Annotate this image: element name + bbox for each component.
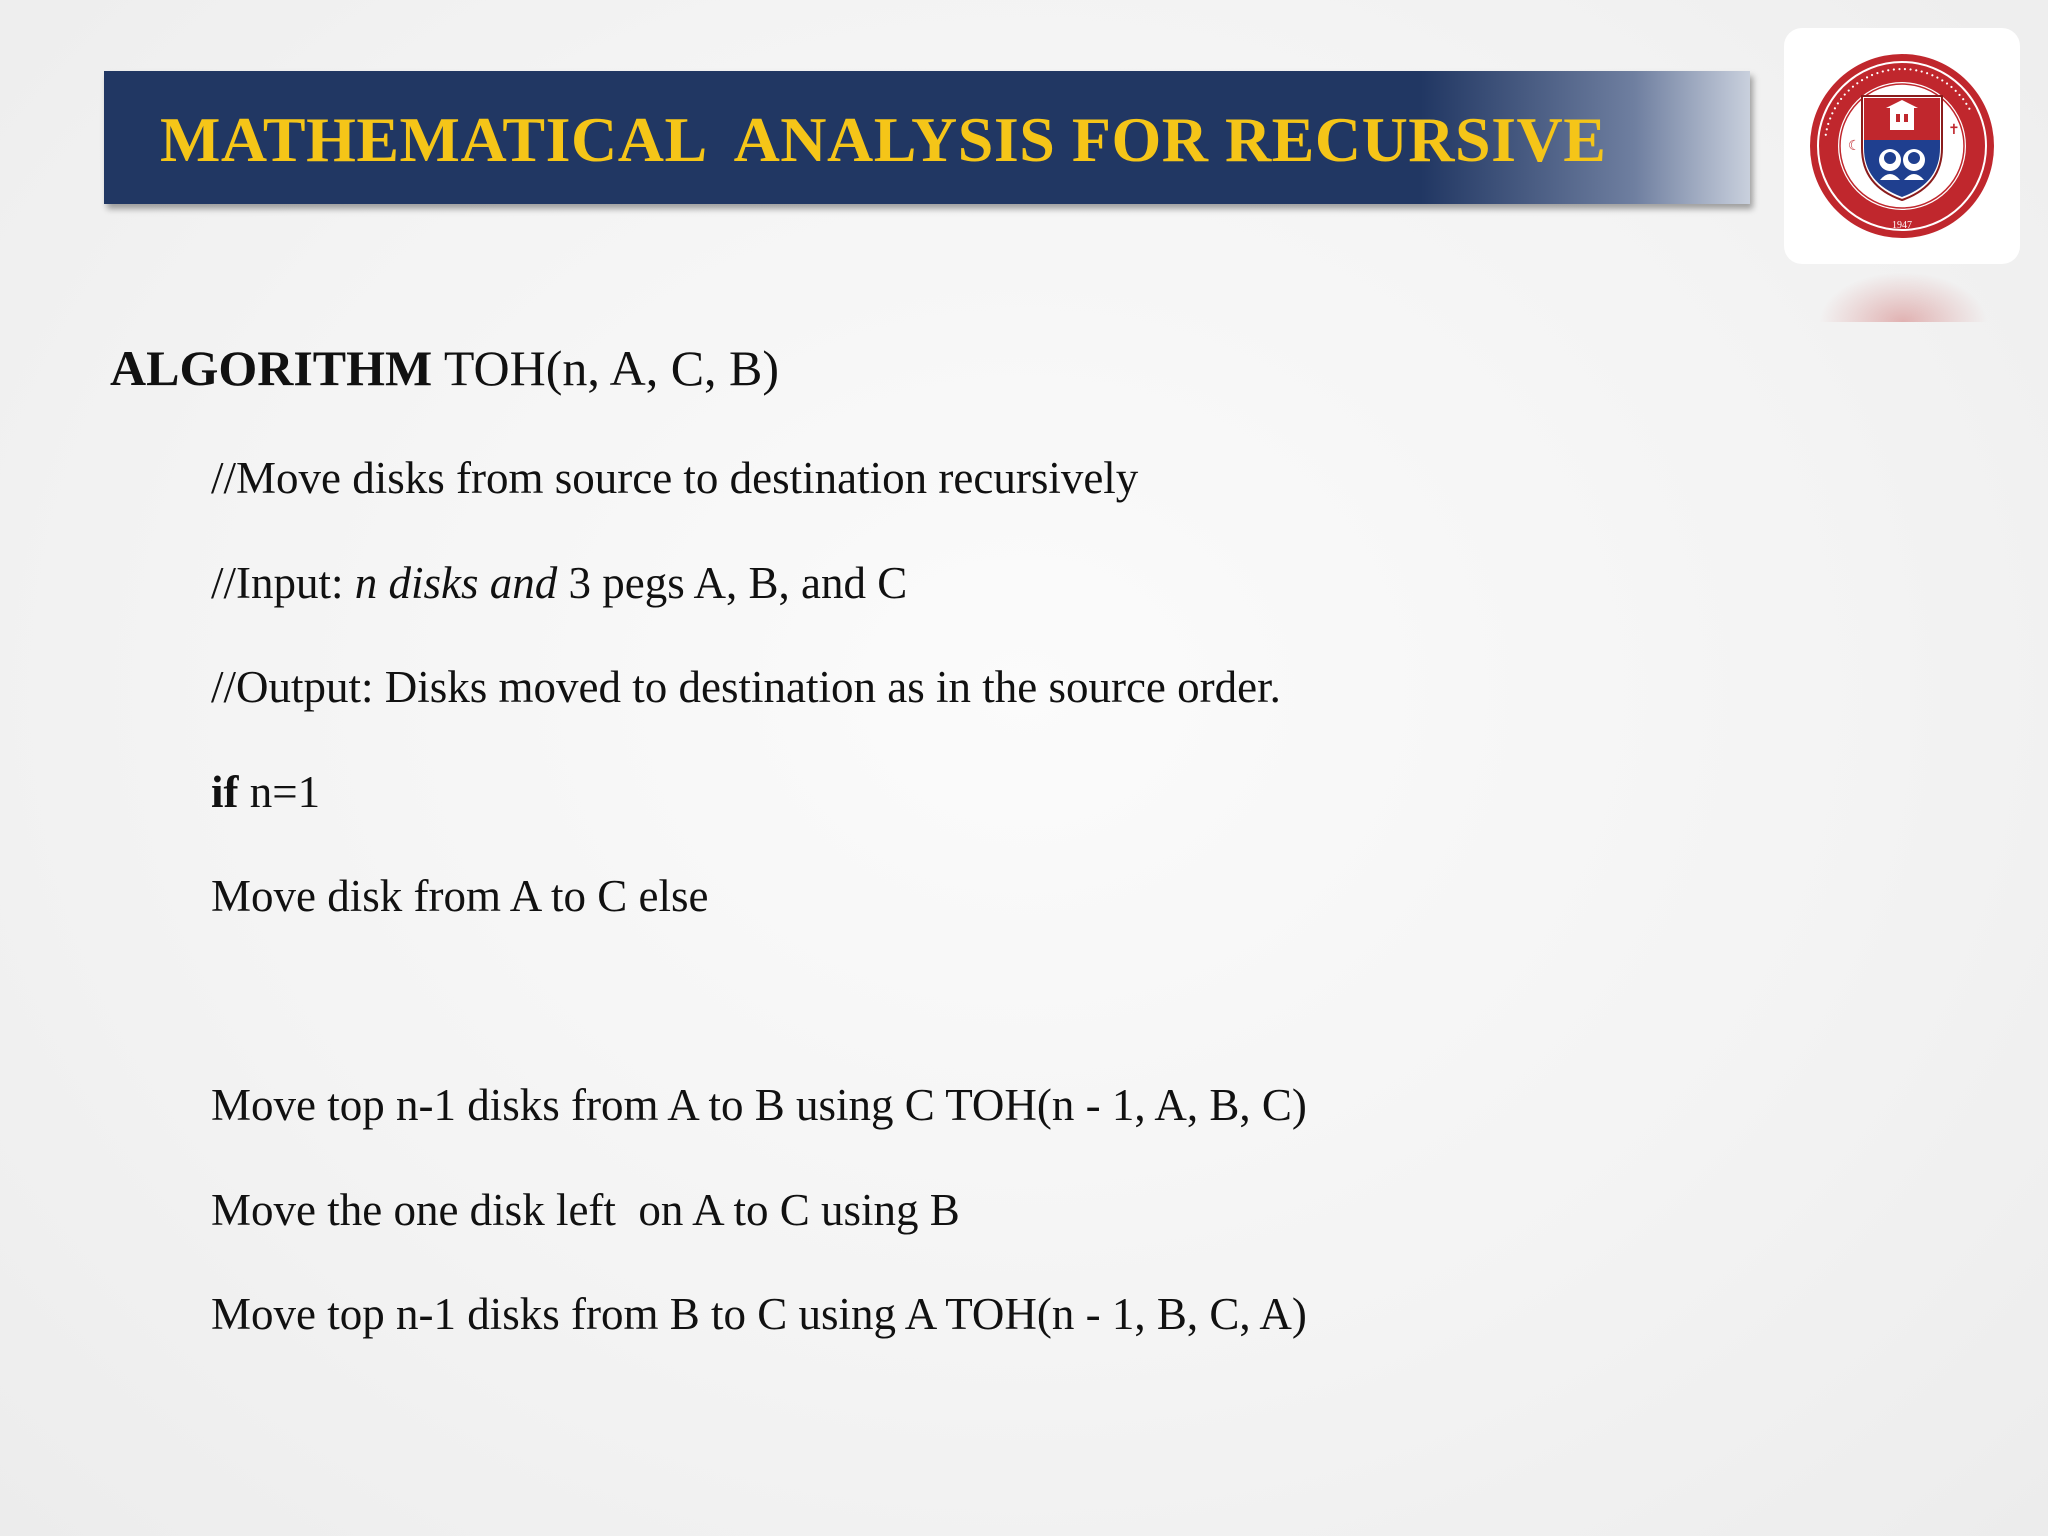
algorithm-signature: TOH(n, A, C, B)	[432, 340, 780, 396]
input-italic: n disks and	[354, 558, 558, 608]
title-banner	[104, 71, 1750, 204]
logo-reflection	[1818, 272, 1988, 322]
algorithm-keyword: ALGORITHM	[110, 340, 433, 396]
institution-seal-icon	[1784, 28, 2020, 264]
input-suffix: 3 pegs A, B, and C	[557, 558, 908, 608]
input-line	[211, 556, 907, 610]
seal-ring-text: • • • • • • • • • • • • • • • • • • • • • • • • • • • • • • • • • • •	[1820, 63, 1975, 138]
move-one-line: Move the one disk left on A to C using B	[211, 1185, 960, 1235]
algorithm-heading	[110, 338, 779, 398]
comment-line: //Move disks from source to destination recursively	[211, 453, 1139, 503]
move-top-ab-line: Move top n-1 disks from A to B using C TOH(n - 1, A, B, C)	[211, 1080, 1307, 1130]
institution-logo	[1784, 28, 2020, 264]
if-condition: n=1	[238, 767, 321, 817]
svg-text:☾: ☾	[1848, 138, 1861, 154]
if-keyword: if	[211, 767, 239, 817]
seal-year: 1947	[1892, 220, 1912, 231]
input-prefix: //Input:	[211, 558, 355, 608]
if-line	[211, 765, 320, 819]
svg-text:✝: ✝	[1948, 122, 1960, 138]
move-disk-line: Move disk from A to C else	[211, 871, 709, 921]
slide-title: MATHEMATICAL ANALYSIS FOR RECURSIVE	[160, 104, 1607, 175]
output-line: //Output: Disks moved to destination as in the source order.	[211, 662, 1281, 712]
move-top-bc-line: Move top n-1 disks from B to C using A TOH(n - 1, B, C, A)	[211, 1289, 1307, 1339]
